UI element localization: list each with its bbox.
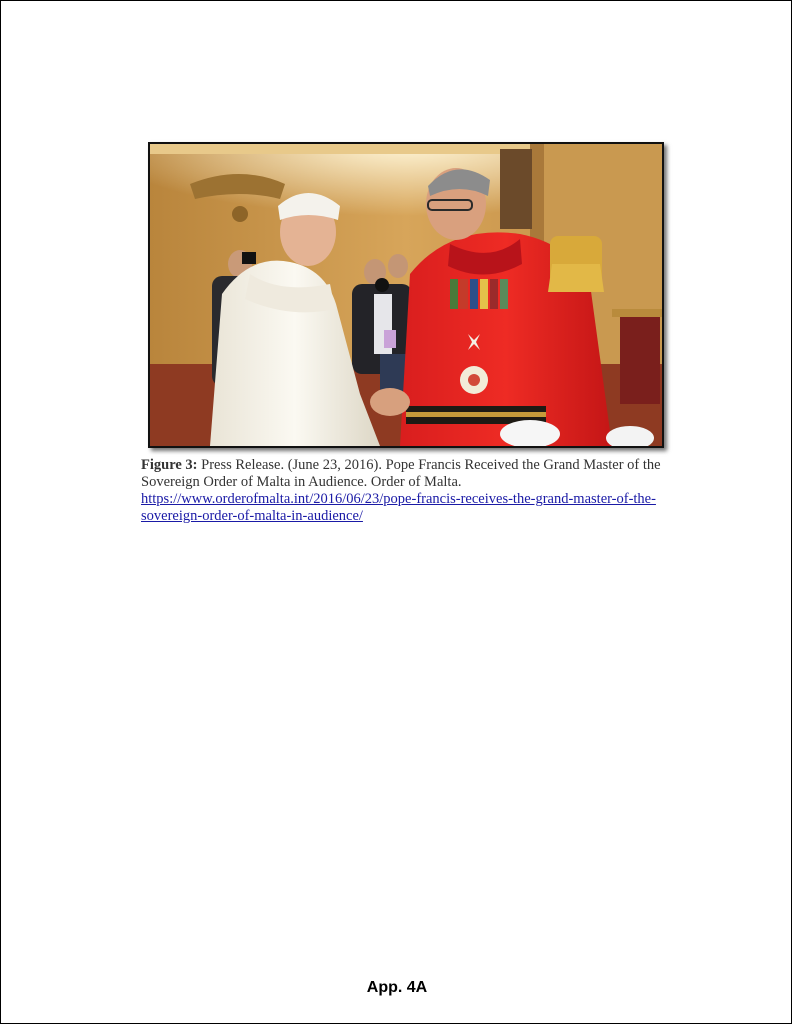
figure-caption <box>141 457 681 525</box>
caption-link[interactable]: https://www.orderofmalta.int/2016/06/23/pope-francis-receives-the-grand-master-of-the-sovereign-order-of-malta-in-audience/ <box>141 491 656 524</box>
caption-label: Figure 3: <box>141 457 198 473</box>
page-footer-label: App. 4A <box>366 979 428 996</box>
caption-text: Press Release. (June 23, 2016). Pope Francis Received the Grand Master of the Sovereign Order of Malta in Audience. Order of Malta. <box>141 457 661 490</box>
figure-photo <box>148 142 664 448</box>
